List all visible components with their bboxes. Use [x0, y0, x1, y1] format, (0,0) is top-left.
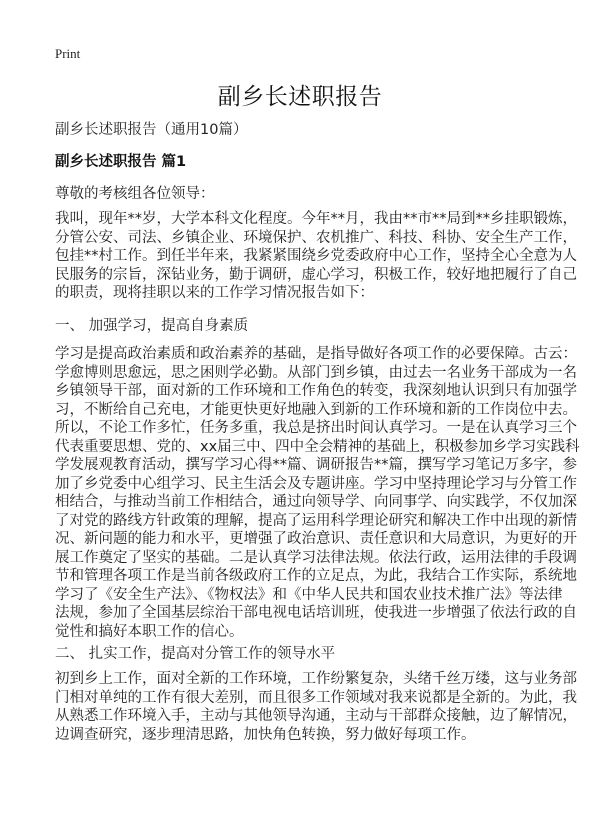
text-line: 包挂**村工作。到任半年来，我紧紧围绕乡党委政府中心工作，坚持全心全意为人	[55, 248, 577, 264]
page-title: 副乡长述职报告	[217, 84, 383, 110]
text-line: 学愈博则思愈远，思之困则学必勤。从部门到乡镇，由过去一名业务干部成为一名	[55, 364, 577, 381]
text-line: 节和管理各项工作是当前各级政府工作的立足点，为此，我结合工作实际，系统地	[55, 568, 577, 584]
paragraph-work	[55, 670, 577, 744]
text-line: 的职责，现将挂职以来的工作学习情况报告如下：	[55, 285, 374, 301]
text-line: 我叫，现年**岁，大学本科文化程度。今年**月，我由**市**局到**乡挂职锻炼，	[55, 211, 577, 227]
paragraph-study	[55, 345, 580, 641]
text-line: 学习是提高政治素质和政治素养的基础，是指导做好各项工作的必要保障。古云：	[55, 346, 577, 362]
text-line: 从熟悉工作环境入手，主动与其他领导沟通，主动与干部群众接触，边了解情况，	[55, 708, 577, 724]
text-line: 民服务的宗旨，深钻业务，勤于调研，虚心学习，积极工作，较好地把履行了自己	[55, 266, 577, 283]
text-line: 代表重要思想、党的、xx届三中、四中全会精神的基础上，积极参加乡学习实践科	[55, 438, 580, 455]
text-line: 觉性和搞好本职工作的信心。	[55, 623, 244, 640]
section-heading-2: 二、 扎实工作，提高对分管工作的领导水平	[55, 646, 336, 662]
text-line: 相结合，与推动当前工作相结合，通过向领导学、向同事学、向实践学，不仅加深	[55, 494, 577, 510]
salutation: 尊敬的考核组各位领导：	[55, 186, 215, 202]
text-line: 加了乡党委中心组学习、民主生活会及专题讲座。学习中坚持理论学习与分管工作	[55, 475, 577, 492]
text-line: 所以，不论工作多忙，任务多重，我总是挤出时间认真学习。一是在认真学习三个	[55, 420, 577, 436]
text-line: 展工作奠定了坚实的基础。二是认真学习法律法规。依法行政，运用法律的手段调	[55, 549, 577, 566]
text-line: 习，不断给自己充电，才能更快更好地融入到新的工作环境和新的工作岗位中去。	[55, 401, 577, 418]
article-title: 副乡长述职报告 篇1	[55, 154, 187, 170]
paragraph-intro	[55, 210, 577, 303]
text-line: 乡镇领导干部，面对新的工作环境和工作角色的转变，我深刻地认识到只有加强学	[55, 383, 577, 399]
document-subtitle: 副乡长述职报告（通用10篇）	[55, 122, 248, 138]
text-line: 法规，参加了全国基层综治干部电视电话培训班，使我进一步增强了依法行政的自	[55, 605, 577, 621]
text-line: 初到乡上工作，面对全新的工作环境，工作纷繁复杂，头绪千丝万缕，这与业务部	[55, 671, 577, 687]
text-line: 了对党的路线方针政策的理解，提高了运用科学理论研究和解决工作中出现的新情	[55, 512, 577, 529]
text-line: 学发展观教育活动，撰写学习心得**篇、调研报告**篇，撰写学习笔记万多字，参	[55, 457, 577, 473]
print-link[interactable]: Print	[55, 46, 81, 61]
text-line: 门相对单纯的工作有很大差别，而且很多工作领域对我来说都是全新的。为此，我	[55, 689, 577, 706]
text-line: 况、新问题的能力和水平，更增强了政治意识、责任意识和大局意识，为更好的开	[55, 531, 577, 547]
text-line: 学习了《安全生产法》、《物权法》和《中华人民共和国农业技术推广法》等法律	[55, 586, 563, 603]
text-line: 分管公安、司法、乡镇企业、环境保护、农机推广、科技、科协、安全生产工作，	[55, 229, 577, 246]
section-heading-1: 一、 加强学习，提高自身素质	[55, 318, 249, 334]
text-line: 边调查研究，逐步理清思路，加快角色转换，努力做好每项工作。	[55, 726, 476, 743]
